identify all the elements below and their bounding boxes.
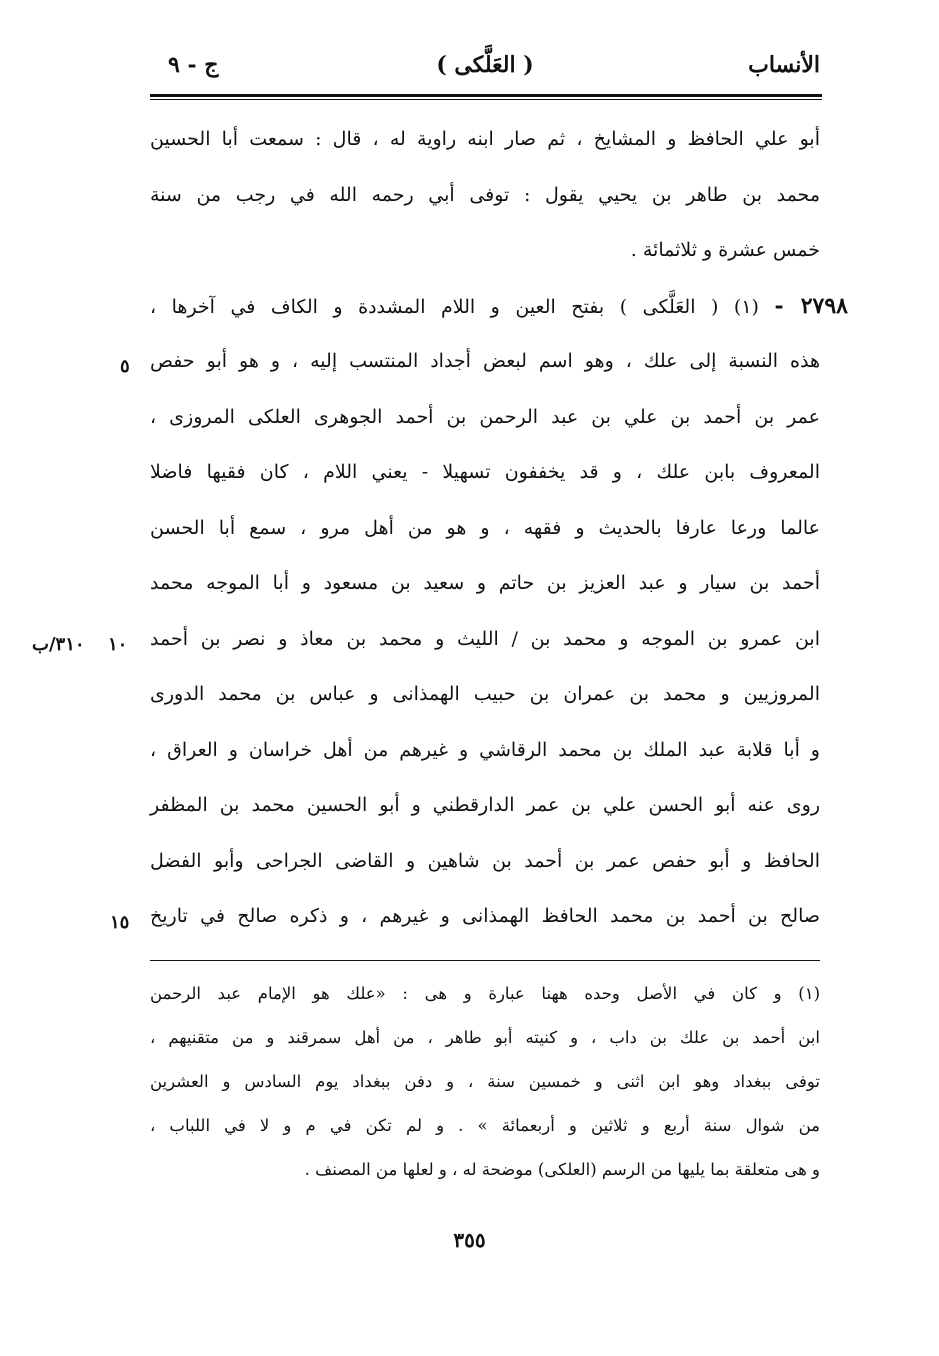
footnote-rule [150,960,820,961]
text-line: أحمد بن سيار و عبد العزيز بن حاتم و سعيد بن مسعود و أبا الموجه محمد [150,572,820,594]
entry-number: ٢٧٩٨ - [774,292,848,319]
main-text [150,112,848,945]
text-line: خمس عشرة و ثلاثمائة . [630,239,820,261]
text-line: عالما ورعا عارفا بالحديث و فقهه ، و هو من أهل مرو ، سمع أبا الحسن [150,516,820,539]
footnotes [150,972,820,1192]
header-rule [150,94,822,97]
header-book-title: الأنساب [748,52,820,78]
header-volume: ج - ٩ [168,52,219,78]
text-line: هذه النسبة إلى علك ، وهو اسم لبعض أجداد المنتسب إليه ، و هو أبو حفص [150,350,820,372]
footnote-line: ابن أحمد بن علك بن داب ، و كنيته أبو طاهر ، من أهل سمرقند و من متقنيهم ، [150,1028,820,1047]
text-line: الحافظ و أبو حفص عمر بن أحمد بن شاهين و القاضى الجراحى وأبو الفضل [150,849,820,872]
footnote-line: و هى متعلقة بما يليها من الرسم (العلكى) موضحة له ، و لعلها من المصنف . [304,1160,820,1179]
text-line: محمد بن طاهر بن يحيي يقول : توفى أبي رحمه الله في رجب من سنة [150,183,820,206]
page-number: ٣٥٥ [453,1228,486,1252]
footnote-line: (١) و كان في الأصل وحده ههنا عبارة و هى : «علك هو الإمام عبد الرحمن [150,984,820,1003]
text-line: ابن عمرو بن الموجه و محمد بن / الليث و محمد بن معاذ و نصر بن أحمد [150,627,820,650]
footnote-line: من شوال سنة أربع و ثلاثين و أربعمائة » . و لم تكن في م و لا في اللباب ، [150,1116,820,1135]
text-line: عمر بن أحمد بن علي بن عبد الرحمن بن أحمد الجوهرى العلكى المروزى ، [150,405,820,428]
margin-line-number-5: ٥ [120,356,130,377]
header-entry-title: ( العَلَّكى ) [436,52,534,78]
header-rule-thin [150,99,822,100]
running-header [150,48,820,88]
text-line: المروزيين و محمد بن عمران بن حبيب الهمذانى و عباس بن محمد الدورى [150,683,820,705]
text-line: أبو علي الحافظ و المشايخ ، ثم صار ابنه راوية له ، قال : سمعت أبا الحسين [150,128,820,150]
entry-heading-text: (١) ( العَلَّكى ) بفتح العين و اللام المشددة و الكاف في آخرها ، [150,295,759,318]
text-line: روى عنه أبو الحسن علي بن عمر الدارقطني و أبو الحسين محمد بن المظفر [150,794,820,816]
text-line: و أبا قلابة عبد الملك بن محمد الرقاشي و غيرهم من أهل خراسان و العراق ، [150,738,820,761]
entry-line [150,279,848,335]
text-line: صالح بن أحمد بن محمد الحافظ الهمذانى و غيرهم ، و ذكره صالح في تاريخ [150,905,820,927]
margin-line-number-15: ١٥ [110,912,130,933]
footnote-line: توفى ببغداد وهو ابن اثنى و خمسين سنة ، و دفن ببغداد يوم السادس و العشرين [150,1072,820,1091]
margin-line-number-10: ١٠ [108,634,128,655]
margin-folio-marker: ٣١٠/ب [32,634,85,655]
text-line: المعروف بابن علك ، و قد يخففون تسهيلا - يعني اللام ، كان فقيها فاضلا [150,461,820,483]
